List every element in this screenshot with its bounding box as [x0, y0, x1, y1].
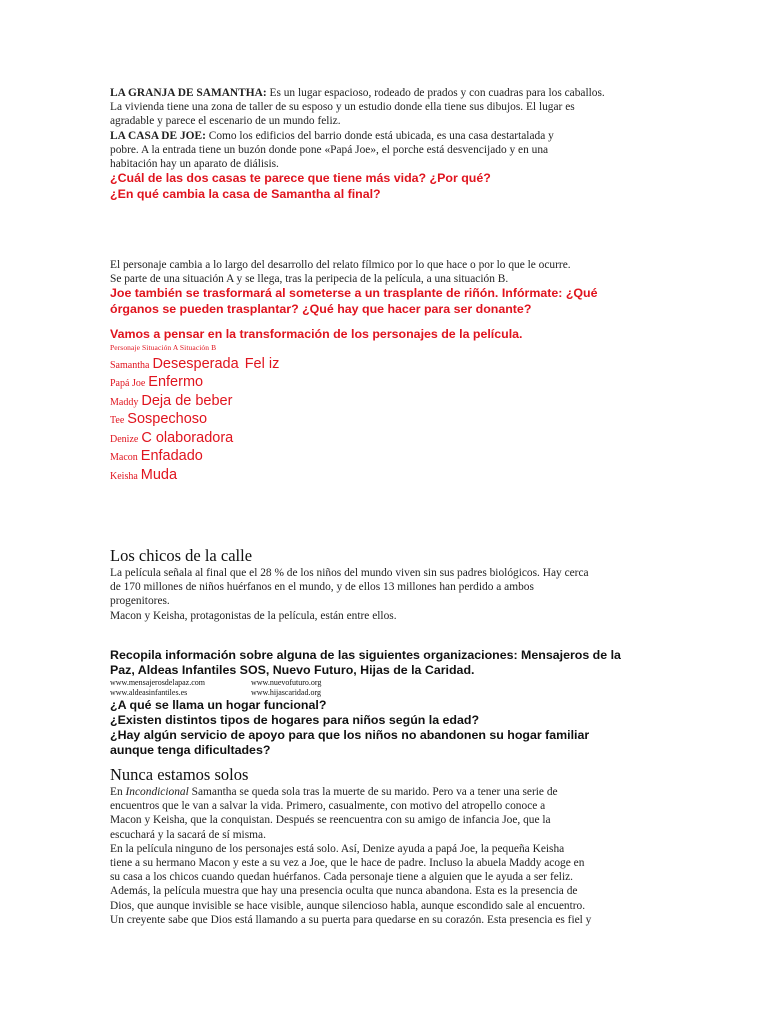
alone-text-8: Además, la película muestra que hay una presencia oculta que nunca abandona. Esta es la presencia de	[110, 885, 578, 898]
research-question-2: ¿Existen distintos tipos de hogares para niños según la edad?	[110, 713, 480, 727]
question-houses-2: ¿En qué cambia la casa de Samantha al final?	[110, 186, 381, 201]
alone-text-4: escuchará y la sacará de sí misma.	[110, 828, 266, 841]
org-link[interactable]: www.nuevofuturo.org	[251, 678, 322, 687]
farm-text-3: agradable y parece el escenario de un mundo feliz.	[110, 115, 341, 128]
situation-a: Muda	[140, 466, 178, 483]
alone-text-7: su casa a los chicos cuando quedan huérfanos. Cada personaje tiene a alguien que le ayuda a ser feliz.	[110, 871, 574, 884]
house-text-1: Como los edificios del barrio donde está ubicada, es una casa destartalada y	[205, 129, 554, 142]
research-instructions-2: Paz, Aldeas Infantiles SOS, Nuevo Futuro, Hijas de la Caridad.	[110, 663, 475, 677]
character-row	[110, 411, 658, 430]
farm-text-2: La vivienda tiene una zona de taller de su esposo y un estudio donde ella tiene sus dibujos. El lugar es	[110, 101, 575, 114]
character-name: Samantha	[110, 359, 150, 371]
transformation-title: Vamos a pensar en la transformación de los personajes de la película.	[110, 327, 523, 341]
org-link[interactable]: www.aldeasinfantiles.es	[110, 688, 188, 697]
character-row	[110, 356, 658, 375]
alone-text-10: Un creyente sabe que Dios está llamando a su puerta para quedarse en su corazón. Esta presencia es fiel y	[110, 913, 592, 926]
kids-text-4: Macon y Keisha, protagonistas de la película, están entre ellos.	[110, 609, 397, 622]
character-row	[110, 430, 658, 449]
character-name: Denize	[110, 433, 139, 445]
alone-section	[110, 765, 658, 927]
house-text-2: pobre. A la entrada tiene un buzón donde pone «Papá Joe», el porche está desvencijado y en una	[110, 143, 549, 156]
character-name: Macon	[110, 452, 138, 464]
section-title-alone: Nunca estamos solos	[110, 765, 249, 784]
change-section	[110, 258, 658, 318]
film-title: Incondicional	[125, 786, 189, 798]
org-link[interactable]: www.mensajerosdelapaz.com	[110, 678, 205, 687]
kids-text-2: de 170 millones de niños huérfanos en el mundo, y de ellos 13 millones han perdido a ambos	[110, 581, 534, 594]
situation-a: Enfermo	[148, 374, 204, 391]
research-instructions-1: Recopila información sobre alguna de las siguientes organizaciones: Mensajeros de la	[110, 648, 621, 662]
change-text-1: El personaje cambia a lo largo del desarrollo del relato fílmico por lo que hace o por lo que le ocurre.	[110, 259, 571, 271]
house-text-3: habitación hay un aparato de diálisis.	[110, 158, 279, 171]
alone-text-1-pre: En	[110, 786, 126, 798]
question-houses-1: ¿Cuál de las dos casas te parece que tiene más vida? ¿Por qué?	[110, 171, 491, 186]
alone-text-2: encuentros que le van a salvar la vida. Primero, casualmente, con motivo del atropello conoce a	[110, 800, 546, 813]
character-row	[110, 393, 658, 412]
transformation-header: Personaje Situación A Situación B	[110, 342, 217, 352]
org-links-row-1	[110, 678, 658, 688]
character-row	[110, 467, 658, 486]
research-section	[110, 648, 658, 758]
research-question-3-cont: aunque tenga dificultades?	[110, 743, 271, 757]
house-label: LA CASA DE JOE:	[110, 129, 206, 142]
farm-paragraph	[110, 86, 658, 100]
situation-a: C olaboradora	[141, 429, 234, 446]
situation-a: Sospechoso	[127, 411, 208, 428]
situation-a: Enfadado	[140, 448, 203, 465]
character-name: Tee	[110, 415, 125, 427]
research-question-3: ¿Hay algún servicio de apoyo para que los niños no abandonen su hogar familiar	[110, 728, 590, 742]
house-paragraph	[110, 129, 658, 143]
character-name: Papá Joe	[110, 378, 146, 390]
kids-text-3: progenitores.	[110, 595, 170, 608]
kids-text-1: La película señala al final que el 28 % de los niños del mundo viven sin sus padres biológicos. Hay cerca	[110, 567, 589, 579]
question-transplant-2: órganos se pueden trasplantar? ¿Qué hay que hacer para ser donante?	[110, 302, 532, 316]
character-row	[110, 448, 658, 467]
alone-text-6: tiene a su hermano Macon y este a su vez a Joe, que le hace de padre. Incluso la abuela Maddy acoge en	[110, 857, 585, 870]
situation-a: Deja de beber	[141, 392, 233, 409]
situation-a: Desesperada	[152, 355, 239, 372]
kids-section	[110, 546, 658, 623]
character-name: Keisha	[110, 470, 138, 482]
situation-b: Fel iz	[244, 355, 280, 372]
alone-text-3: Macon y Keisha, que la conquistan. Después se reencuentra con su amigo de infancia Joe, que la	[110, 814, 551, 827]
houses-section	[110, 86, 658, 202]
research-question-1: ¿A qué se llama un hogar funcional?	[110, 698, 327, 712]
character-name: Maddy	[110, 396, 139, 408]
question-transplant-1: Joe también se trasformará al someterse a un trasplante de riñón. Infórmate: ¿Qué	[110, 286, 598, 301]
alone-text-1	[110, 785, 658, 799]
transformation-list	[110, 356, 658, 486]
change-text-2: Se parte de una situación A y se llega, tras la peripecia de la película, a una situación B.	[110, 273, 509, 286]
transformation-section	[110, 327, 658, 485]
alone-text-9: Dios, que aunque invisible se hace visible, aunque silencioso habla, aunque escondido sale al encuentro.	[110, 899, 586, 912]
character-row	[110, 374, 658, 393]
farm-text-1: Es un lugar espacioso, rodeado de prados y con cuadras para los caballos.	[266, 87, 605, 99]
alone-text-1-post: Samantha se queda sola tras la muerte de su marido. Pero va a tener una serie de	[188, 786, 558, 798]
farm-label: LA GRANJA DE SAMANTHA:	[110, 87, 267, 99]
section-title-kids: Los chicos de la calle	[110, 546, 253, 565]
alone-text-5: En la película ninguno de los personajes está solo. Así, Denize ayuda a papá Joe, la pequeña Keisha	[110, 842, 565, 855]
org-links-row-2	[110, 688, 658, 698]
org-link[interactable]: www.hijascaridad.org	[251, 688, 321, 697]
